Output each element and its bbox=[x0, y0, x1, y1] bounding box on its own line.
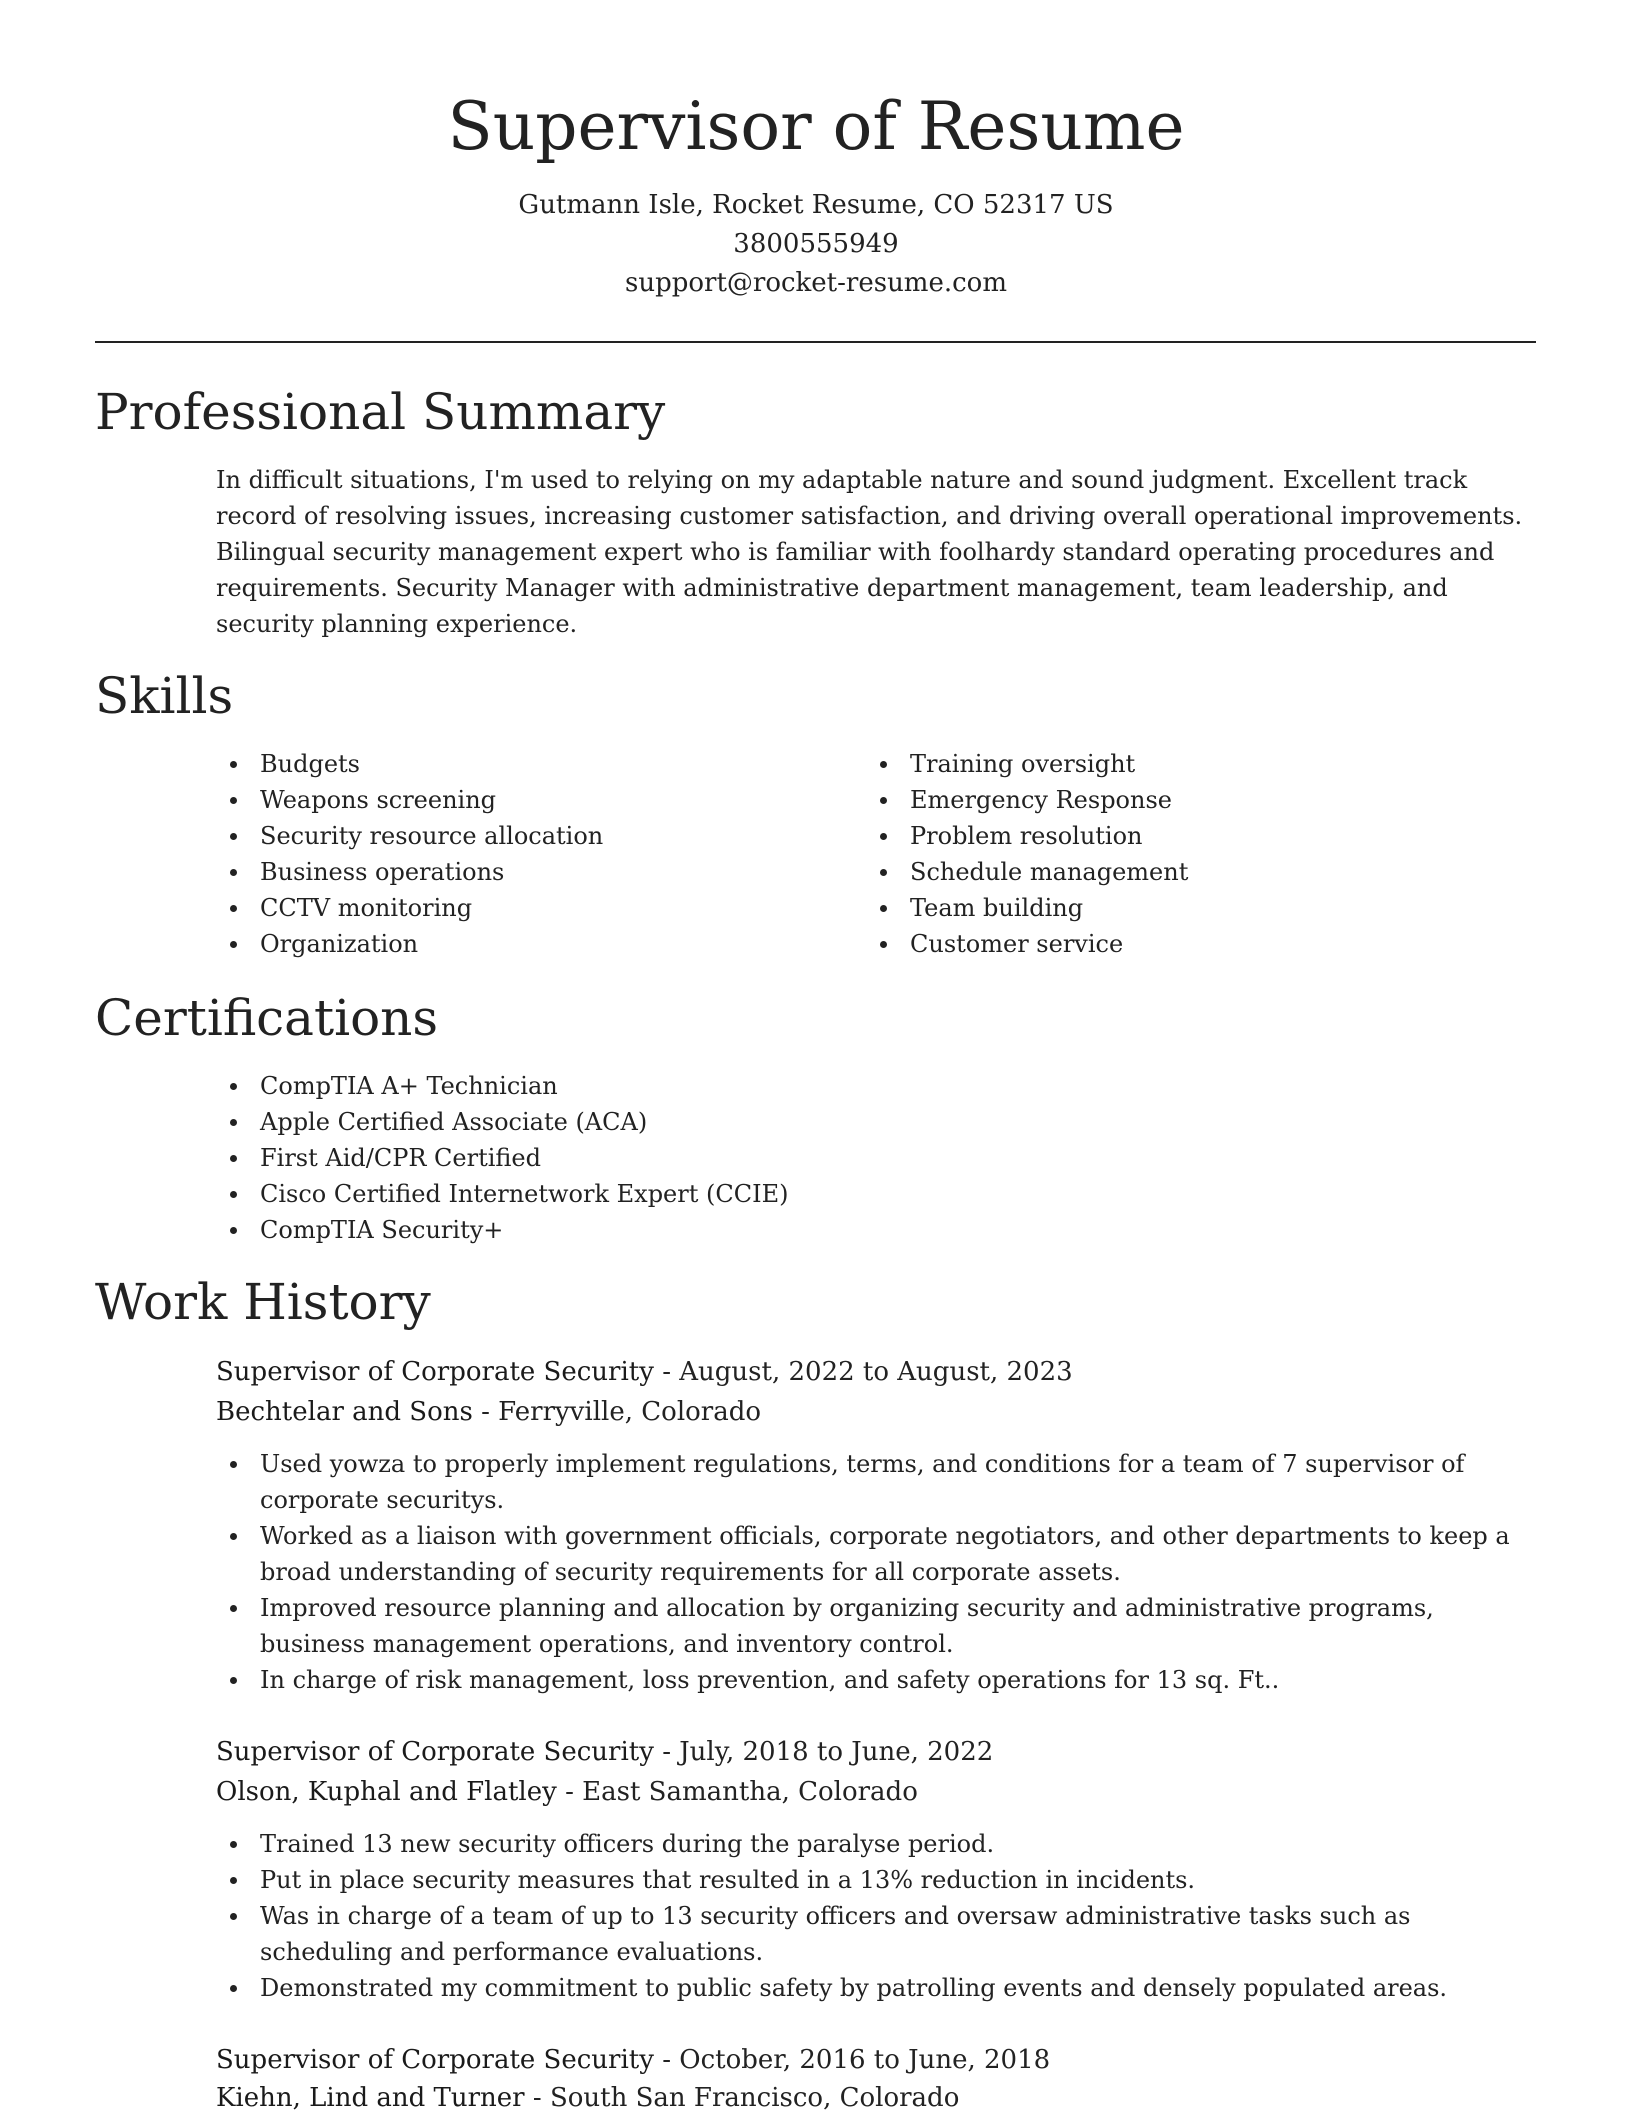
skill-item: CCTV monitoring bbox=[216, 890, 816, 926]
skill-item: Organization bbox=[216, 926, 816, 962]
job-dates: - October, 2016 to June, 2018 bbox=[653, 2045, 1051, 2075]
job-role: Supervisor of Corporate Security bbox=[216, 2045, 654, 2075]
job-bullet: Improved resource planning and allocation by organizing security and administrative programs, business management operations, and inventory control. bbox=[216, 1590, 1536, 1662]
certification-item: CompTIA Security+ bbox=[216, 1212, 1536, 1248]
job-title-line bbox=[216, 1732, 993, 1772]
job-bullets bbox=[216, 1826, 1536, 2006]
certification-item: Apple Certified Associate (ACA) bbox=[216, 1104, 1536, 1140]
job-bullet: Used yowza to properly implement regulations, terms, and conditions for a team of 7 supervisor of corporate securitys. bbox=[216, 1446, 1536, 1518]
contact-block bbox=[0, 186, 1632, 303]
certifications-heading: Certifications bbox=[95, 989, 439, 1047]
job-dates: - August, 2022 to August, 2023 bbox=[653, 1357, 1073, 1387]
skill-item: Business operations bbox=[216, 854, 816, 890]
job-location: - East Samantha, Colorado bbox=[556, 1777, 918, 1807]
job-company: Bechtelar and Sons bbox=[216, 1397, 473, 1427]
job-company-line bbox=[216, 1392, 761, 1432]
skill-item: Weapons screening bbox=[216, 782, 816, 818]
job-role: Supervisor of Corporate Security bbox=[216, 1357, 654, 1387]
job-bullet: Trained 13 new security officers during the paralyse period. bbox=[216, 1826, 1536, 1862]
skill-item: Security resource allocation bbox=[216, 818, 816, 854]
job-company-line bbox=[216, 2078, 959, 2112]
certifications-list bbox=[216, 1068, 1536, 1248]
job-company-line bbox=[216, 1772, 918, 1812]
skill-item: Training oversight bbox=[866, 746, 1526, 782]
certification-item: First Aid/CPR Certified bbox=[216, 1140, 1536, 1176]
job-bullet: In charge of risk management, loss prevention, and safety operations for 13 sq. Ft.. bbox=[216, 1662, 1536, 1698]
job-bullets bbox=[216, 1446, 1536, 1698]
summary-text: In difficult situations, I'm used to relying on my adaptable nature and sound judgment. Excellent track record of resolving issues, increasing customer satisfaction, and driving overall operational improvements. Bilingual security management expert who is familiar with foolhardy standard operating procedures and requirements. Security Manager with administrative department management, team leadership, and security planning experience. bbox=[216, 466, 1523, 638]
job-bullet: Demonstrated my commitment to public safety by patrolling events and densely populated areas. bbox=[216, 1970, 1536, 2006]
job-title-line bbox=[216, 2040, 1050, 2080]
resume-header bbox=[0, 82, 1632, 303]
job-bullet: Worked as a liaison with government officials, corporate negotiators, and other departments to keep a broad understanding of security requirements for all corporate assets. bbox=[216, 1518, 1536, 1590]
skills-heading: Skills bbox=[95, 667, 234, 725]
job-company: Kiehn, Lind and Turner bbox=[216, 2083, 525, 2112]
summary-heading: Professional Summary bbox=[95, 383, 666, 441]
header-divider bbox=[95, 341, 1536, 343]
skills-list-right bbox=[866, 746, 1526, 962]
work-history-heading: Work History bbox=[95, 1273, 431, 1331]
job-title-line bbox=[216, 1352, 1073, 1392]
skill-item: Customer service bbox=[866, 926, 1526, 962]
job-dates: - July, 2018 to June, 2022 bbox=[653, 1737, 994, 1767]
job-location: - Ferryville, Colorado bbox=[472, 1397, 762, 1427]
job-location: - South San Francisco, Colorado bbox=[524, 2083, 960, 2112]
resume-name: Supervisor of Resume bbox=[447, 88, 1185, 165]
certification-item: CompTIA A+ Technician bbox=[216, 1068, 1536, 1104]
contact-address: Gutmann Isle, Rocket Resume, CO 52317 US bbox=[518, 190, 1114, 220]
job-company: Olson, Kuphal and Flatley bbox=[216, 1777, 557, 1807]
skill-item: Budgets bbox=[216, 746, 816, 782]
job-bullet: Put in place security measures that resulted in a 13% reduction in incidents. bbox=[216, 1862, 1536, 1898]
skill-item: Problem resolution bbox=[866, 818, 1526, 854]
skill-item: Schedule management bbox=[866, 854, 1526, 890]
job-bullet: Was in charge of a team of up to 13 security officers and oversaw administrative tasks such as scheduling and performance evaluations. bbox=[216, 1898, 1536, 1970]
skill-item: Team building bbox=[866, 890, 1526, 926]
contact-email: support@rocket-resume.com bbox=[624, 268, 1007, 298]
skills-list-left bbox=[216, 746, 816, 962]
job-role: Supervisor of Corporate Security bbox=[216, 1737, 654, 1767]
skill-item: Emergency Response bbox=[866, 782, 1526, 818]
certification-item: Cisco Certified Internetwork Expert (CCIE) bbox=[216, 1176, 1536, 1212]
contact-phone: 3800555949 bbox=[733, 229, 899, 259]
